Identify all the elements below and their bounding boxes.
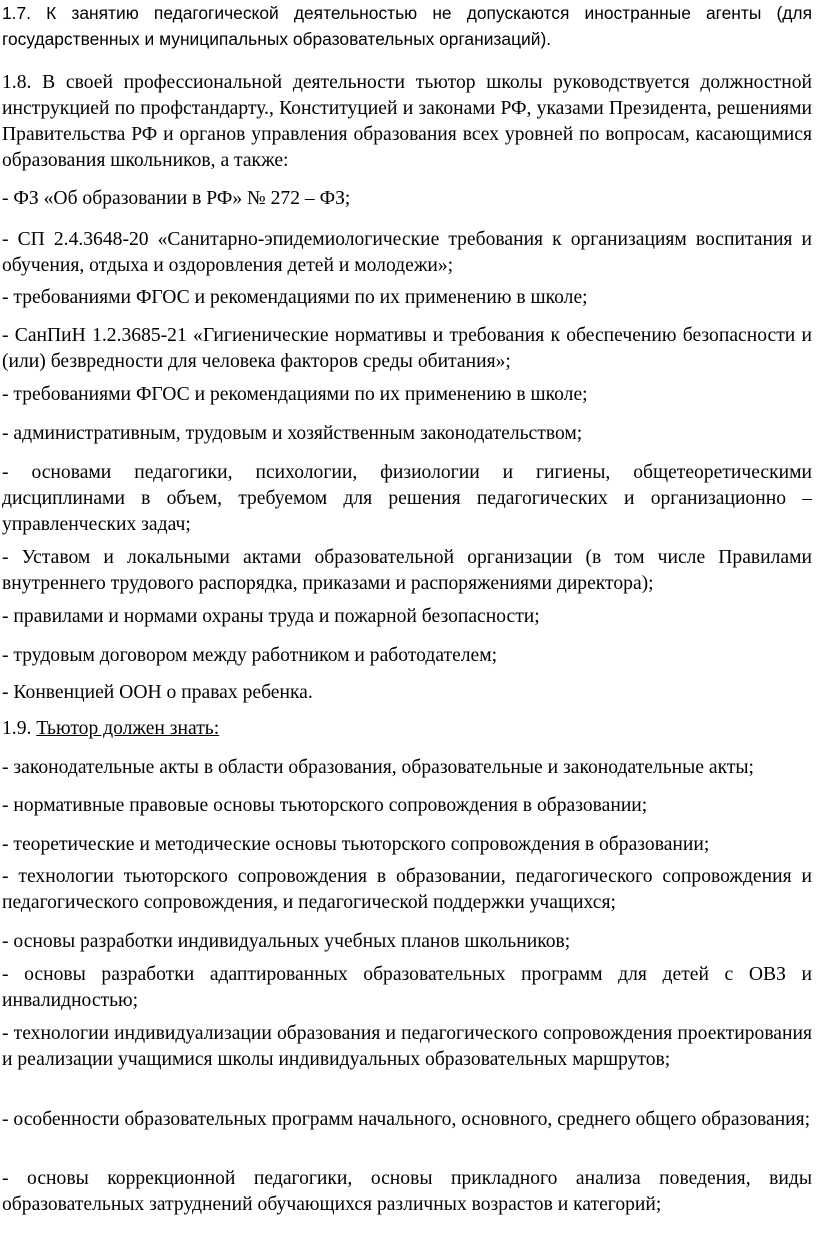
list-item: - Уставом и локальными актами образовательной организации (в том числе Правилами внутреннего трудового распорядка, приказами и распоряжениями директора); — [2, 547, 812, 594]
list-item: - особенности образовательных программ начального, основного, среднего общего образования; — [2, 1109, 811, 1130]
paragraph-1-8: 1.8. В своей профессиональной деятельности тьютор школы руководствуется должностной инструкцией по профстандарту., Конституцией и законами РФ, указами Президента, решениями Правительства РФ и органов управления образования всех уровней по вопросам, касающимися образования школьников, а также: — [2, 72, 812, 171]
list-item: - технологии индивидуализации образования и педагогического сопровождения проектирования и реализации учащимися школы индивидуальных образовательных маршрутов; — [2, 1023, 812, 1070]
list-item: - законодательные акты в области образования, образовательные и законодательные акты; — [2, 757, 755, 778]
list-item: - основами педагогики, психологии, физиологии и гигиены, общетеоретическими дисциплинами в объем, требуемом для решения педагогических и организационно – управленческих задач; — [2, 462, 812, 535]
list-item: - нормативные правовые основы тьюторского сопровождения в образовании; — [2, 795, 648, 816]
paragraph-1-7: 1.7. К занятию педагогической деятельностью не допускаются иностранные агенты (для государственных и муниципальных образовательных организаций). — [2, 3, 812, 49]
list-item: - трудовым договором между работником и работодателем; — [2, 645, 498, 666]
list-item: - теоретические и методические основы тьюторского сопровождения в образовании; — [2, 834, 710, 855]
list-item: - СанПиН 1.2.3685-21 «Гигиенические нормативы и требования к обеспечению безопасности и (или) безвредности для человека факторов среды обитания»; — [2, 325, 812, 372]
list-item: - правилами и нормами охраны труда и пожарной безопасности; — [2, 606, 540, 627]
list-item: - требованиями ФГОС и рекомендациями по их применению в школе; — [2, 384, 588, 405]
list-item: - Конвенцией ООН о правах ребенка. — [2, 682, 313, 703]
paragraph-1-9 — [2, 716, 812, 742]
list-item: - основы коррекционной педагогики, основы прикладного анализа поведения, виды образовательных затруднений обучающихся различных возрастов и категорий; — [2, 1168, 812, 1215]
section-title: Тьютор должен знать: — [36, 718, 220, 739]
list-item: - основы разработки адаптированных образовательных программ для детей с ОВЗ и инвалидностью; — [2, 964, 812, 1011]
list-item: - основы разработки индивидуальных учебных планов школьников; — [2, 931, 571, 952]
list-item: - ФЗ «Об образовании в РФ» № 272 – ФЗ; — [2, 188, 351, 209]
list-item: - требованиями ФГОС и рекомендациями по их применению в школе; — [2, 287, 588, 308]
list-item: - СП 2.4.3648-20 «Санитарно-эпидемиологические требования к организациям воспитания и обучения, отдыха и оздоровления детей и молодежи»; — [2, 229, 812, 276]
list-item: - технологии тьюторского сопровождения в образовании, педагогического сопровождения и педагогического сопровождения, и педагогической поддержки учащихся; — [2, 866, 812, 913]
section-number: 1.9. — [2, 718, 37, 739]
list-item: - административным, трудовым и хозяйственным законодательством; — [2, 423, 583, 444]
